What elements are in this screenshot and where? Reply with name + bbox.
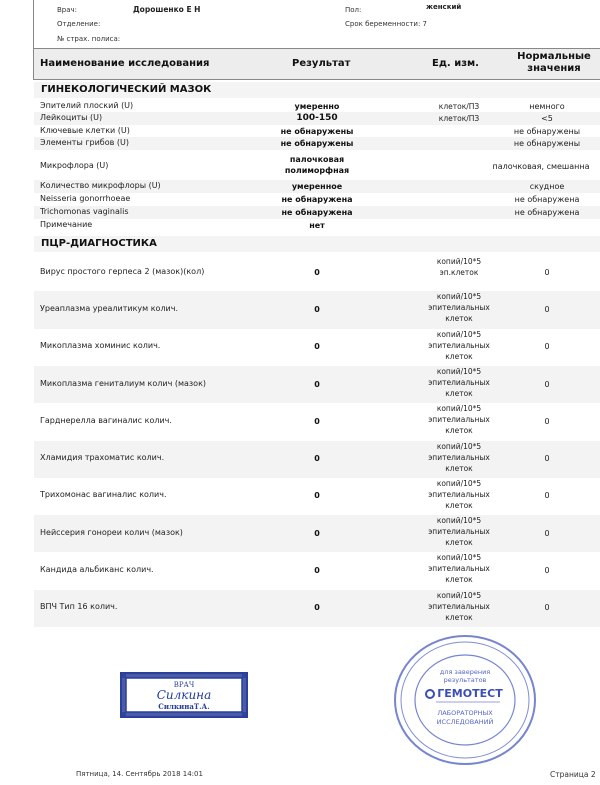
row-unit-line3: клеток bbox=[445, 388, 473, 398]
row-result: не обнаружены bbox=[280, 139, 354, 148]
row-norm: палочковая, смешанна bbox=[492, 162, 590, 171]
row-name: Хламидия трахоматис колич. bbox=[40, 453, 165, 463]
department-label: Отделение: bbox=[57, 20, 101, 28]
row-norm: 0 bbox=[544, 603, 550, 613]
row-norm: 0 bbox=[544, 491, 550, 501]
row-unit bbox=[414, 366, 504, 399]
table-row bbox=[34, 590, 600, 627]
row-result: 0 bbox=[314, 267, 320, 277]
row-norm: не обнаружена bbox=[514, 195, 580, 204]
row-unit-line3: клеток bbox=[445, 426, 473, 436]
row-name: Примечание bbox=[40, 220, 93, 229]
lab-round-stamp bbox=[392, 633, 538, 767]
row-name: Кандида альбиканс колич. bbox=[40, 565, 154, 575]
row-unit-line2: эпителиальных bbox=[428, 527, 490, 537]
row-unit-line3: клеток bbox=[445, 538, 473, 548]
row-unit-line1: копий/10*5 bbox=[436, 478, 482, 488]
row-result: не обнаружена bbox=[281, 195, 353, 204]
row-unit bbox=[414, 478, 504, 511]
row-result: 0 bbox=[314, 528, 320, 538]
sex-value: женский bbox=[426, 3, 462, 11]
table-row bbox=[34, 112, 600, 125]
doctor-stamp-name: СилкинаТ.А. bbox=[158, 702, 210, 711]
row-name: Уреаплазма уреалитикум колич. bbox=[40, 303, 179, 313]
row-norm: <5 bbox=[541, 114, 553, 123]
row-name: Лейкоциты (U) bbox=[40, 113, 103, 122]
row-result-line2: полиморфная bbox=[284, 166, 350, 175]
table-row bbox=[34, 478, 600, 515]
table-row bbox=[34, 219, 600, 232]
gemotest-logo-icon bbox=[426, 690, 434, 698]
row-unit bbox=[414, 256, 504, 278]
table-row bbox=[34, 125, 600, 137]
row-result: 0 bbox=[314, 416, 320, 426]
doctor-label: Врач: bbox=[57, 6, 78, 14]
row-unit: клеток/ПЗ bbox=[438, 102, 480, 111]
table-row bbox=[34, 515, 600, 552]
table-row bbox=[34, 193, 600, 206]
row-unit bbox=[414, 590, 504, 623]
row-norm: 0 bbox=[544, 566, 550, 576]
row-unit bbox=[414, 515, 504, 548]
header-norm-line1: Нормальные bbox=[517, 51, 591, 62]
row-unit-line2: эп.клеток bbox=[439, 268, 479, 277]
row-name: Neisseria gonorrhoeae bbox=[40, 194, 131, 203]
pregnancy-term: Срок беременности: 7 bbox=[345, 20, 427, 28]
row-unit bbox=[414, 552, 504, 585]
row-unit-line1: копий/10*5 bbox=[436, 329, 482, 339]
row-norm: скудное bbox=[529, 182, 565, 191]
footer-page-number: Страница 2 bbox=[550, 770, 596, 779]
row-unit bbox=[414, 441, 504, 474]
doctor-stamp-title: ВРАЧ bbox=[173, 681, 195, 689]
row-unit-line3: клеток bbox=[445, 351, 473, 361]
row-name: Trichomonas vaginalis bbox=[40, 207, 129, 216]
lab-stamp-line2: результатов bbox=[443, 676, 487, 684]
row-result: не обнаружены bbox=[280, 127, 354, 136]
row-result: нет bbox=[309, 221, 325, 230]
row-norm: 0 bbox=[544, 379, 550, 389]
section-title-pcr: ПЦР-ДИАГНОСТИКА bbox=[34, 236, 600, 252]
row-result: 0 bbox=[314, 491, 320, 501]
doctor-stamp bbox=[120, 672, 248, 718]
row-unit-line1: копий/10*5 bbox=[436, 292, 482, 302]
row-unit bbox=[414, 403, 504, 436]
table-row bbox=[34, 291, 600, 328]
row-norm: не обнаружены bbox=[513, 139, 581, 148]
row-result: 0 bbox=[314, 342, 320, 352]
row-result: 0 bbox=[314, 603, 320, 613]
row-result: 0 bbox=[314, 566, 320, 576]
table-row bbox=[34, 366, 600, 403]
row-unit bbox=[414, 291, 504, 324]
doctor-signature: Силкина bbox=[156, 688, 212, 702]
row-norm: 0 bbox=[544, 528, 550, 538]
row-unit-line2: эпителиальных bbox=[428, 377, 490, 387]
table-row bbox=[34, 100, 600, 112]
row-unit-line3: клеток bbox=[445, 612, 473, 622]
row-unit-line2: эпителиальных bbox=[428, 415, 490, 425]
section-title-gyn-smear: ГИНЕКОЛОГИЧЕСКИЙ МАЗОК bbox=[34, 82, 600, 98]
policy-label: № страх. полиса: bbox=[57, 35, 121, 43]
row-name: Эпителий плоский (U) bbox=[40, 101, 134, 110]
row-result: умеренно bbox=[294, 102, 340, 111]
row-unit-line1: копий/10*5 bbox=[436, 404, 482, 414]
row-norm: 0 bbox=[544, 304, 550, 314]
table-row bbox=[34, 150, 600, 180]
header-result: Результат bbox=[292, 58, 351, 69]
lab-stamp-line1: для заверения bbox=[439, 668, 491, 676]
table-row bbox=[34, 403, 600, 440]
row-unit-line3: клеток bbox=[445, 314, 473, 324]
row-unit-line2: эпителиальных bbox=[428, 564, 490, 574]
row-result-line1: палочковая bbox=[289, 155, 345, 164]
lab-stamp-line3: ЛАБОРАТОРНЫХ bbox=[437, 709, 493, 717]
table-row bbox=[34, 137, 600, 150]
row-result: 0 bbox=[314, 304, 320, 314]
row-norm: 0 bbox=[544, 267, 550, 277]
row-result: умеренное bbox=[291, 182, 343, 191]
row-norm: не обнаружены bbox=[513, 127, 581, 136]
row-name: Микоплазма хоминис колич. bbox=[40, 341, 161, 351]
row-norm: немного bbox=[529, 102, 565, 111]
row-unit-line2: эпителиальных bbox=[428, 340, 490, 350]
table-row bbox=[34, 552, 600, 589]
row-unit bbox=[414, 329, 504, 362]
table-row bbox=[34, 180, 600, 193]
row-unit-line1: копий/10*5 bbox=[436, 257, 482, 266]
header-norm bbox=[504, 51, 600, 75]
row-name: Трихомонас вагиналис колич. bbox=[40, 490, 167, 500]
table-row bbox=[34, 206, 600, 219]
header-unit: Ед. изм. bbox=[432, 58, 479, 69]
row-unit-line1: копий/10*5 bbox=[436, 553, 482, 563]
row-name: Ключевые клетки (U) bbox=[40, 126, 130, 135]
table-row bbox=[34, 329, 600, 366]
row-name: Нейссерия гонореи колич (мазок) bbox=[40, 527, 183, 537]
sex-label: Пол: bbox=[345, 6, 362, 14]
row-norm: 0 bbox=[544, 416, 550, 426]
row-result: 100-150 bbox=[296, 113, 338, 123]
row-unit-line2: эпителиальных bbox=[428, 303, 490, 313]
row-result bbox=[212, 154, 422, 176]
footer-date: Пятница, 14. Сентябрь 2018 14:01 bbox=[76, 770, 203, 778]
row-unit-line1: копий/10*5 bbox=[436, 590, 482, 600]
row-result: не обнаружена bbox=[281, 208, 353, 217]
header-norm-line2: значения bbox=[527, 63, 581, 74]
lab-stamp-line4: ИССЛЕДОВАНИЙ bbox=[436, 718, 494, 726]
row-name: ВПЧ Тип 16 колич. bbox=[40, 602, 118, 612]
row-unit-line3: клеток bbox=[445, 575, 473, 585]
row-name: Вирус простого герпеса 2 (мазок)(кол) bbox=[40, 266, 205, 276]
lab-stamp-brand: ГЕМОТЕСТ bbox=[437, 687, 503, 700]
doctor-value: Дорошенко Е Н bbox=[133, 5, 201, 14]
table-row bbox=[34, 441, 600, 478]
row-name: Микрофлора (U) bbox=[40, 161, 109, 170]
row-unit-line2: эпителиальных bbox=[428, 489, 490, 499]
row-unit-line3: клеток bbox=[445, 500, 473, 510]
row-norm: 0 bbox=[544, 454, 550, 464]
row-unit-line1: копий/10*5 bbox=[436, 366, 482, 376]
row-unit-line3: клеток bbox=[445, 463, 473, 473]
row-unit-line1: копий/10*5 bbox=[436, 441, 482, 451]
row-norm: 0 bbox=[544, 342, 550, 352]
header-name: Наименование исследования bbox=[40, 58, 210, 69]
row-result: 0 bbox=[314, 454, 320, 464]
row-norm: не обнаружена bbox=[514, 208, 580, 217]
row-name: Элементы грибов (U) bbox=[40, 138, 129, 147]
row-unit-line2: эпителиальных bbox=[428, 601, 490, 611]
row-name: Микоплазма гениталиум колич (мазок) bbox=[40, 378, 207, 388]
row-name: Количество микрофлоры (U) bbox=[40, 181, 161, 190]
row-unit-line1: копий/10*5 bbox=[436, 516, 482, 526]
row-unit-line2: эпителиальных bbox=[428, 452, 490, 462]
table-header bbox=[33, 48, 600, 80]
row-name: Гарднерелла вагиналис колич. bbox=[40, 415, 172, 425]
row-result: 0 bbox=[314, 379, 320, 389]
row-unit: клеток/ПЗ bbox=[438, 114, 480, 123]
table-row bbox=[34, 254, 600, 291]
